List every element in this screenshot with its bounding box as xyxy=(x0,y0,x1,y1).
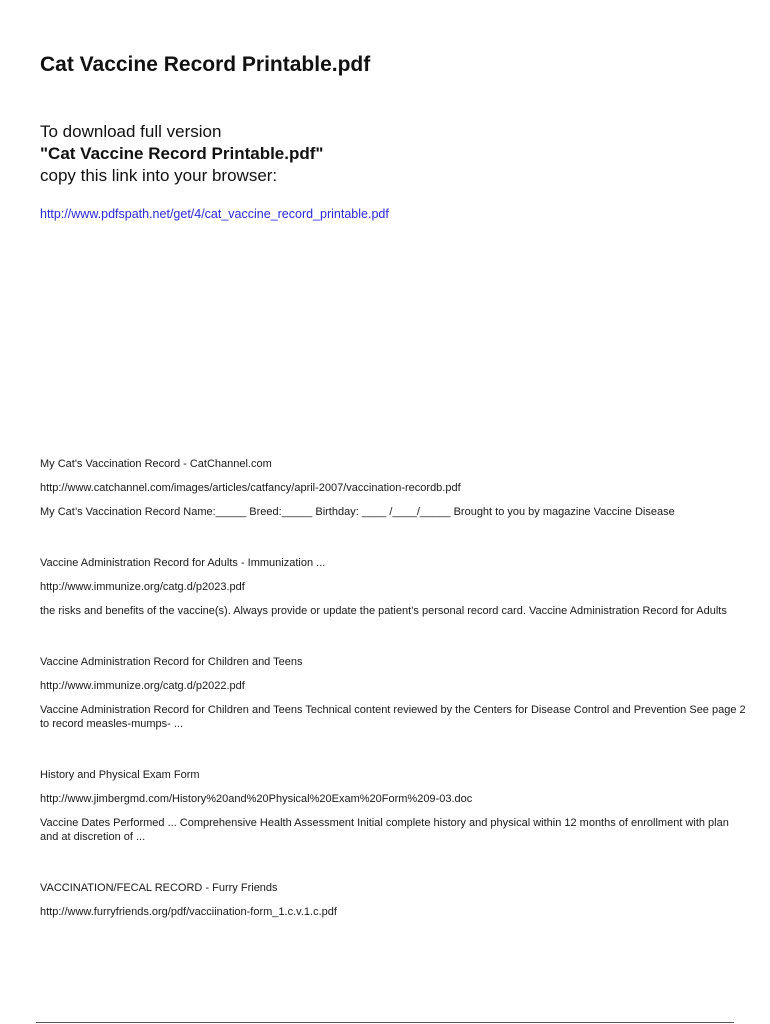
result-url[interactable]: http://www.immunize.org/catg.d/p2023.pdf xyxy=(40,581,245,593)
result-snippet: the risks and benefits of the vaccine(s). Always provide or update the patient’s personal record card. Vaccine Administration Record for Adults xyxy=(40,605,727,617)
download-line-1: To download full version xyxy=(40,122,222,141)
result-title: VACCINATION/FECAL RECORD - Furry Friends xyxy=(40,882,278,894)
result-item-children xyxy=(40,655,750,731)
download-link[interactable]: http://www.pdfspath.net/get/4/cat_vaccine_record_printable.pdf xyxy=(40,207,389,221)
result-item-adults xyxy=(40,556,750,618)
download-line-3: copy this link into your browser: xyxy=(40,166,278,185)
result-url[interactable]: http://www.immunize.org/catg.d/p2022.pdf xyxy=(40,680,245,692)
result-item-furry-friends xyxy=(40,881,750,919)
result-url[interactable]: http://www.jimbergmd.com/History%20and%20Physical%20Exam%20Form%209-03.doc xyxy=(40,793,473,805)
result-item-catchannel xyxy=(40,457,750,519)
result-url[interactable]: http://www.furryfriends.org/pdf/vacciination-form_1.c.v.1.c.pdf xyxy=(40,906,337,918)
result-title: Vaccine Administration Record for Children and Teens xyxy=(40,656,303,668)
result-title: History and Physical Exam Form xyxy=(40,769,200,781)
download-instructions xyxy=(40,121,323,187)
download-filename: "Cat Vaccine Record Printable.pdf" xyxy=(40,144,324,163)
search-results xyxy=(40,457,750,956)
result-title: My Cat's Vaccination Record - CatChannel.com xyxy=(40,458,272,470)
result-snippet: Vaccine Administration Record for Children and Teens Technical content reviewed by the Centers for Disease Control and Prevention See page 2 to record measles-mumps- ... xyxy=(40,704,746,730)
page-title: Cat Vaccine Record Printable.pdf xyxy=(40,53,371,76)
result-snippet: Vaccine Dates Performed ... Comprehensive Health Assessment Initial complete history and physical within 12 months of enrollment with plan and at discretion of ... xyxy=(40,817,729,843)
footer-divider xyxy=(36,1022,734,1023)
result-title: Vaccine Administration Record for Adults - Immunization ... xyxy=(40,557,326,569)
result-snippet: My Cat’s Vaccination Record Name:_____ Breed:_____ Birthday: ____ /____/_____ Brought to you by magazine Vaccine Disease xyxy=(40,506,675,518)
result-item-history xyxy=(40,768,750,844)
result-url[interactable]: http://www.catchannel.com/images/articles/catfancy/april-2007/vaccination-recordb.pdf xyxy=(40,482,461,494)
